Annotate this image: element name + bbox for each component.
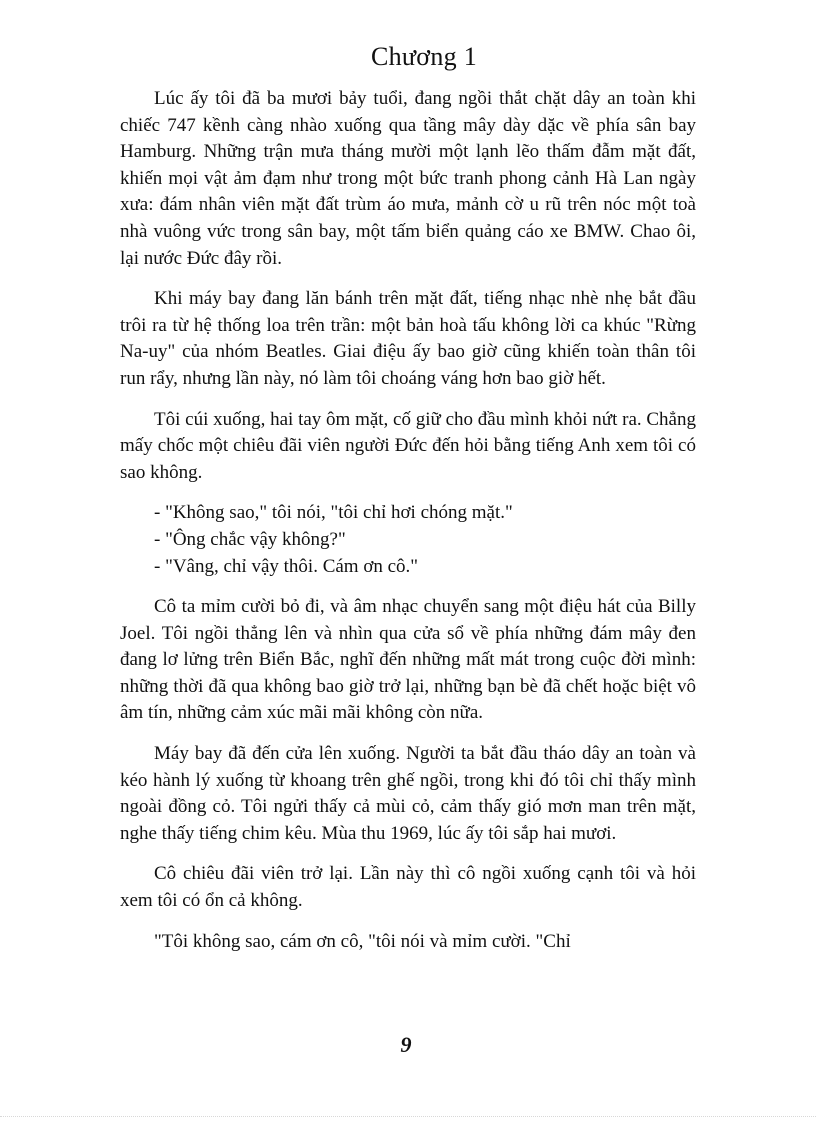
dialogue-line: - "Vâng, chỉ vậy thôi. Cám ơn cô." bbox=[154, 555, 419, 577]
page-number: 9 bbox=[400, 1032, 412, 1057]
dialogue-line: - "Không sao," tôi nói, "tôi chỉ hơi chóng mặt." bbox=[154, 502, 513, 524]
chapter-title: Chương 1 bbox=[370, 42, 478, 71]
chapter-body bbox=[120, 86, 696, 969]
page-bottom-divider bbox=[0, 1116, 816, 1117]
paragraph-music: Khi máy bay đang lăn bánh trên mặt đất, tiếng nhạc nhè nhẹ bắt đầu trôi ra từ hệ thống loa trên trần: một bản hoà tấu không lời ca khúc "Rừng Na-uy" của nhóm Beatles. Giai điệu ấy bao giờ cũng khiến toàn thân tôi run rẩy, nhưng lần này, nó làm tôi choáng váng hơn bao giờ hết. bbox=[120, 288, 696, 389]
dialogue-line: - "Ông chắc vậy không?" bbox=[154, 528, 346, 550]
paragraph-landing: Lúc ấy tôi đã ba mươi bảy tuổi, đang ngồi thắt chặt dây an toàn khi chiếc 747 kềnh càng nhào xuống qua tầng mây dày dặc về phía sân bay Hamburg. Những trận mưa tháng mười một lạnh lẽo thấm đẫm mặt đất, khiến mọi vật ảm đạm như trong một bức tranh phong cảnh Hà Lan ngày xưa: đám nhân viên mặt đất trùm áo mưa, mảnh cờ u rũ trên nóc một toà nhà vuông vức trong sân bay, một tấm biển quảng cáo xe BMW. Chao ôi, lại nước Đức đây rồi. bbox=[120, 88, 696, 269]
paragraph-reply: "Tôi không sao, cám ơn cô, "tôi nói và mỉm cười. "Chỉ bbox=[154, 930, 571, 952]
paragraph-attendant: Tôi cúi xuống, hai tay ôm mặt, cố giữ cho đầu mình khỏi nứt ra. Chẳng mấy chốc một chiêu đãi viên người Đức đến hỏi bằng tiếng Anh xem tôi có sao không. bbox=[120, 408, 696, 483]
paragraph-memory: Máy bay đã đến cửa lên xuống. Người ta bắt đầu tháo dây an toàn và kéo hành lý xuống từ khoang trên ghế ngồi, trong khi đó tôi chỉ thấy mình ngoài đồng cỏ. Tôi ngửi thấy cả mùi cỏ, cảm thấy gió mơn man trên mặt, nghe thấy tiếng chim kêu. Mùa thu 1969, lúc ấy tôi sắp hai mươi. bbox=[120, 743, 696, 844]
paragraph-return: Cô chiêu đãi viên trở lại. Lần này thì cô ngồi xuống cạnh tôi và hỏi xem tôi có ổn cả không. bbox=[120, 863, 696, 912]
dialogue-exchange bbox=[120, 500, 696, 580]
paragraph-reflection: Cô ta mỉm cười bỏ đi, và âm nhạc chuyển sang một điệu hát của Billy Joel. Tôi ngồi thẳng lên và nhìn qua cửa sổ về phía những đám mây đen đang lơ lửng trên Biển Bắc, nghĩ đến những mất mát trong cuộc đời mình: những thời đã qua không bao giờ trở lại, những bạn bè đã chết hoặc biệt vô âm tín, những cảm xúc mãi mãi không còn nữa. bbox=[120, 596, 696, 724]
